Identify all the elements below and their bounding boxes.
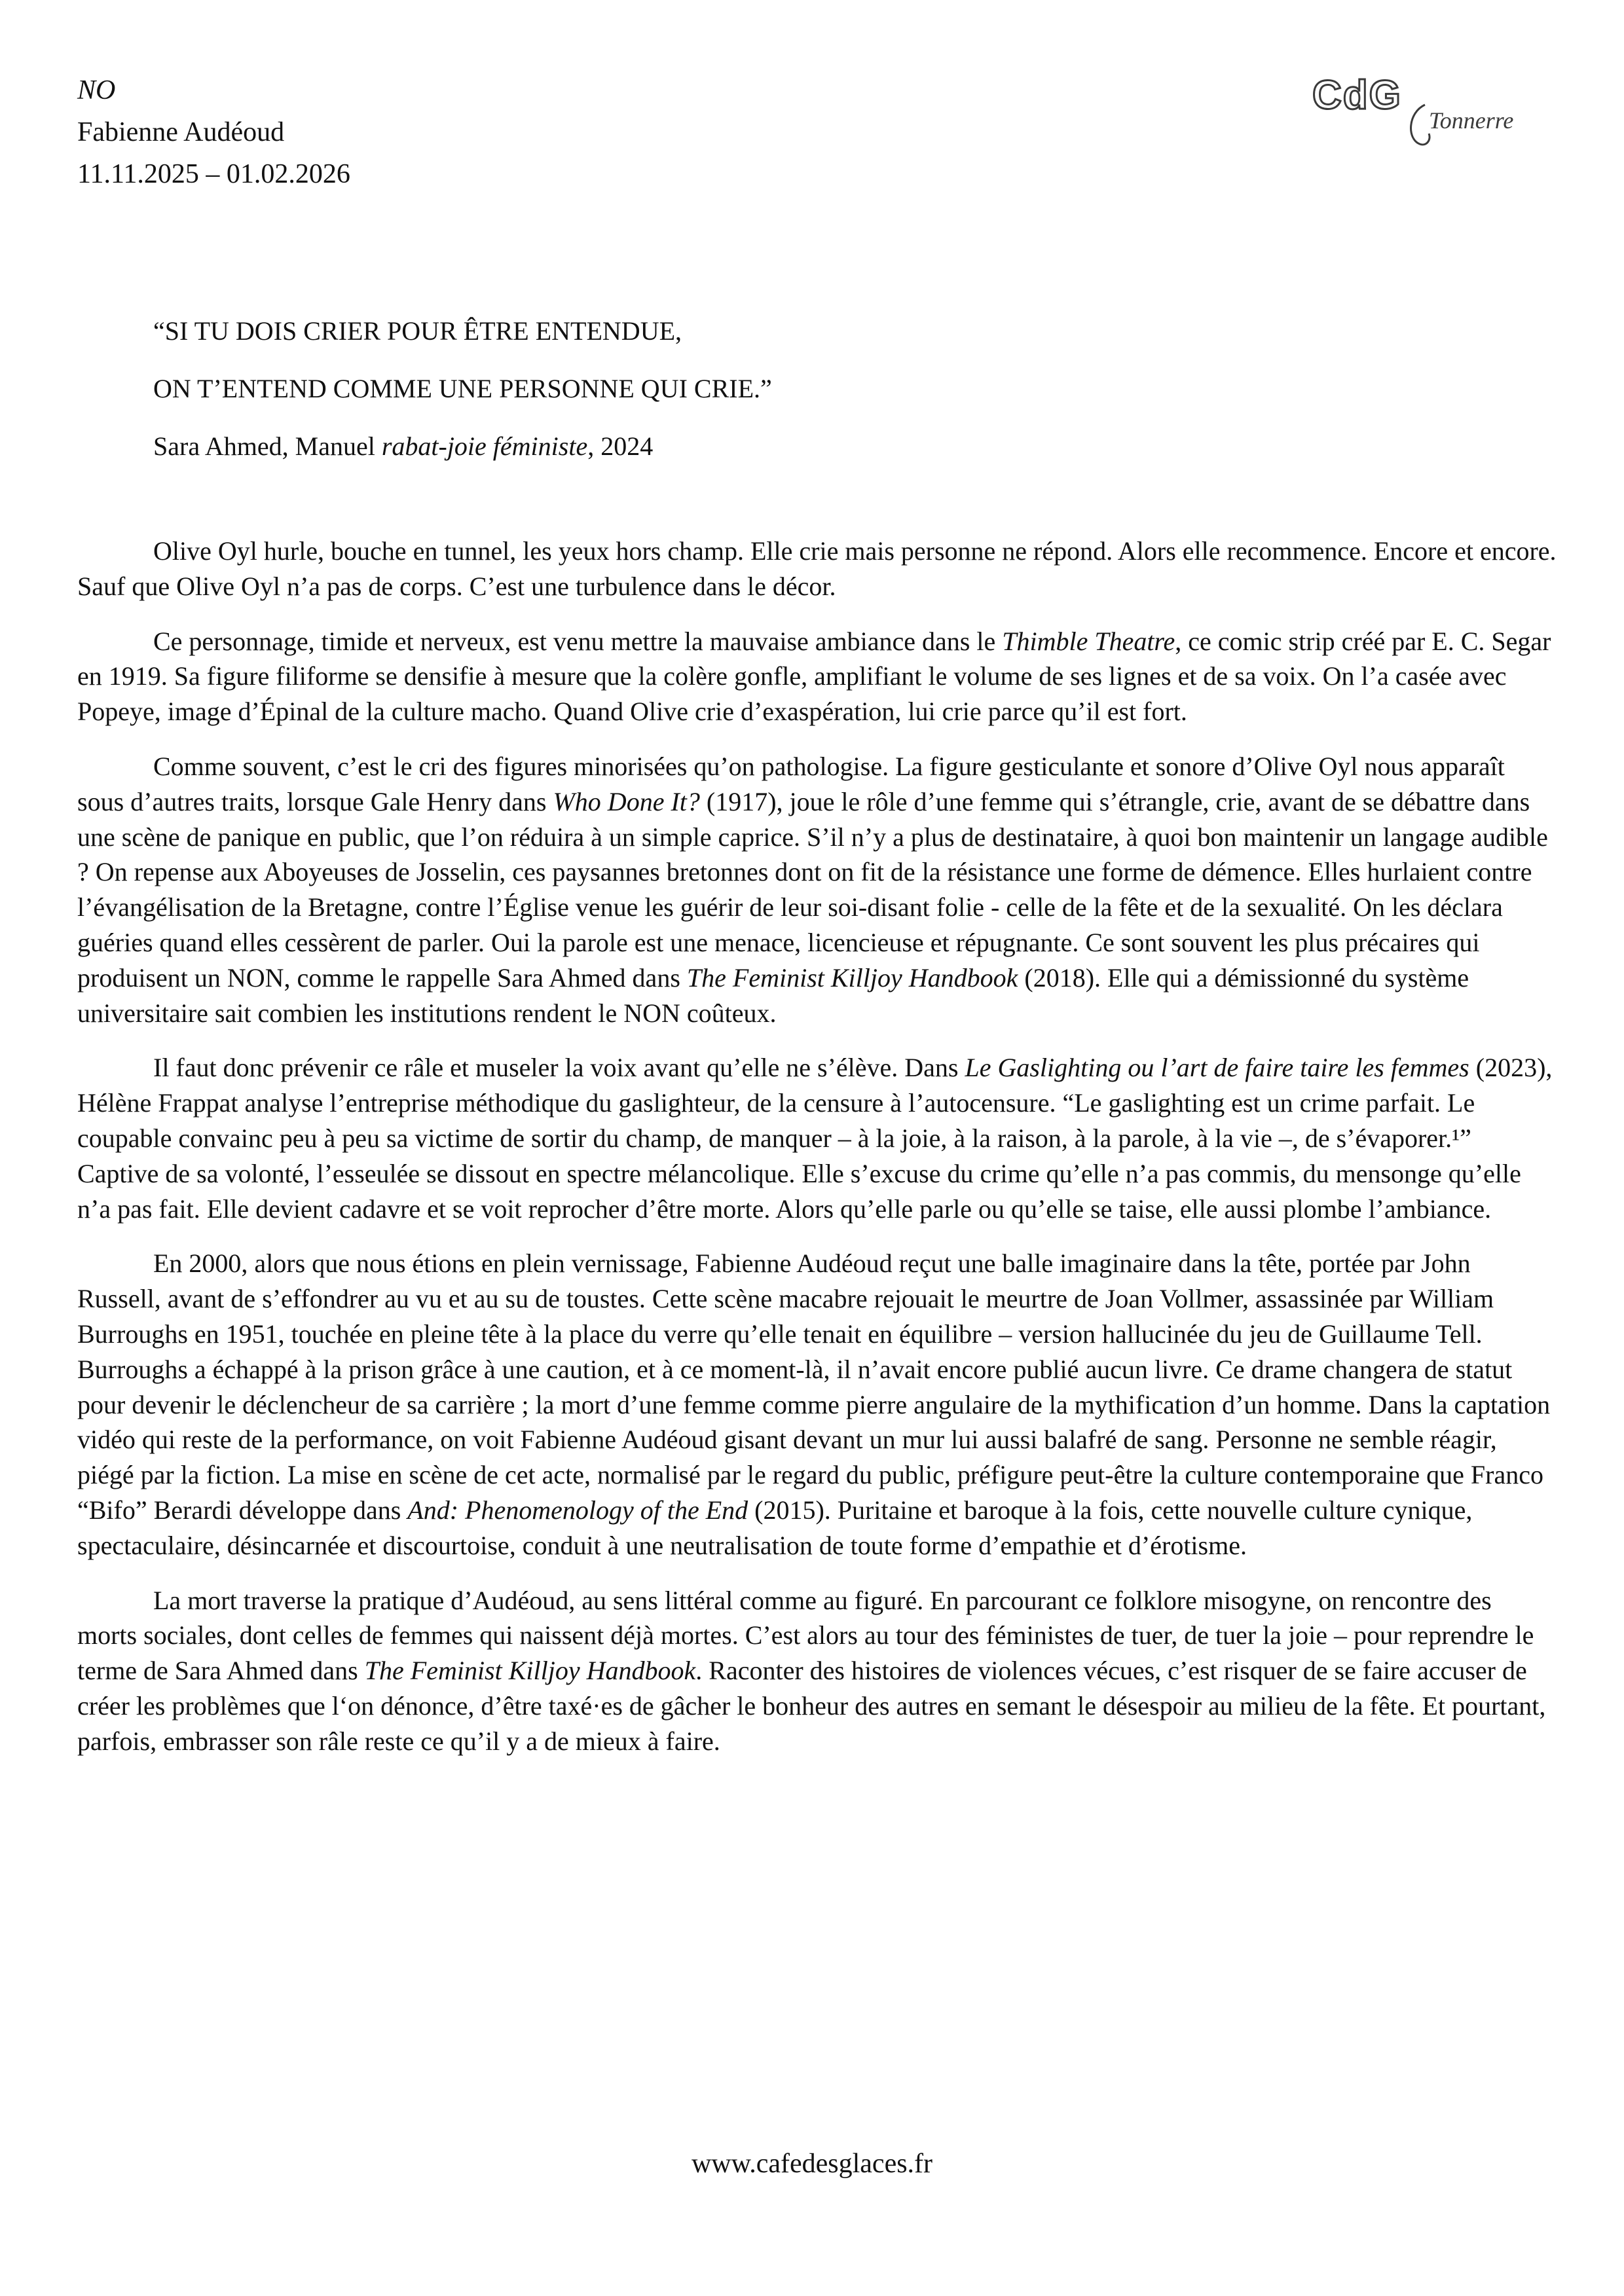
epigraph-source-author: Sara Ahmed, Manuel: [153, 431, 382, 461]
exhibition-title: NO: [77, 75, 116, 105]
exhibition-header: [77, 69, 350, 195]
paragraph-text: (2015). Puritaine et baroque à la fois, cette nouvelle culture cynique, spectaculaire, désincarnée et discourtoise, conduit à une neutralisation de toute forme d’empathie et d’érotisme.: [77, 1495, 1473, 1560]
exhibition-dates: 11.11.2025 – 01.02.2026: [77, 159, 350, 189]
artist-name: Fabienne Audéoud: [77, 117, 285, 147]
italic-title: The Feminist Killjoy Handbook: [686, 962, 1018, 993]
body-paragraph: [77, 534, 1557, 604]
paragraph-text: Ce personnage, timide et nerveux, est venu mettre la mauvaise ambiance dans le: [153, 626, 1003, 656]
paragraph-text: Olive Oyl hurle, bouche en tunnel, les yeux hors champ. Elle crie mais personne ne répond. Alors elle recommence. Encore et encore. Sauf que Olive Oyl n’a pas de corps. C’est une turbulence dans le décor.: [77, 536, 1557, 601]
body-paragraph: [77, 624, 1557, 729]
paragraph-text: (1917), joue le rôle d’une femme qui s’étrangle, crie, avant de se débattre dans une scène de panique en public, que l’on réduira à un simple caprice. S’il n’y a plus de destinataire, à quoi bon maintenir un langage audible ? On repense aux Aboyeuses de Josselin, ces paysannes bretonnes dont on fit de la résistance une forme de démence. Elles hurlaient contre l’évangélisation de la Bretagne, contre l’Église venue les guérir de leur soi-disant folie - celle de la fête et de la sexualité. On les déclara guéries quand elles cessèrent de parler. Oui la parole est une menace, licencieuse et répugnante. Ce sont souvent les plus précaires qui produisent un NON, comme le rappelle Sara Ahmed dans: [77, 786, 1548, 993]
logo-letters: CdG: [1312, 73, 1402, 118]
body-paragraph: [77, 1583, 1557, 1759]
epigraph-line-1: “SI TU DOIS CRIER POUR ÊTRE ENTENDUE,: [153, 316, 682, 346]
italic-title: Who Done It?: [553, 786, 700, 816]
paragraph-text: , ce comic strip créé par E. C. Segar en 1919. Sa figure filiforme se densifie à mesure que la colère gonfle, amplifiant le volume de ses lignes et de sa voix. On l’a casée avec Popeye, image d’Épinal de la culture macho. Quand Olive crie d’exaspération, lui crie parce qu’il est fort.: [77, 626, 1551, 727]
epigraph-source-year: , 2024: [587, 431, 654, 461]
epigraph-line-2: ON T’ENTEND COMME UNE PERSONNE QUI CRIE.”: [153, 374, 772, 403]
paragraph-text: La mort traverse la pratique d’Audéoud, au sens littéral comme au figuré. En parcourant ce folklore misogyne, on rencontre des morts sociales, dont celles de femmes qui naissent déjà mortes. C’est alors au tour des féministes de tuer, de tuer la joie – pour reprendre le terme de Sara Ahmed dans: [77, 1585, 1534, 1686]
paragraph-text: (2018). Elle qui a démissionné du système universitaire sait combien les institutions rendent le NON coûteux.: [77, 962, 1469, 1028]
italic-title: The Feminist Killjoy Handbook: [364, 1656, 696, 1686]
cdg-tonnerre-logo: [1310, 73, 1532, 172]
body-paragraph: [77, 749, 1557, 1030]
italic-title: Le Gaslighting ou l’art de faire taire les femmes: [965, 1053, 1469, 1083]
paragraph-text: (2023), Hélène Frappat analyse l’entreprise méthodique du gaslighteur, de la censure à l’autocensure. “Le gaslighting est un crime parfait. Le coupable convainc peu à peu sa victime de sortir du champ, de manquer – à la joie, à la raison, à la parole, à la vie –, de s’évaporer.¹” Captive de sa volonté, l’esseulée se dissout en spectre mélancolique. Elle s’excuse du crime qu’elle n’a pas commis, du mensonge qu’elle n’a pas fait. Elle devient cadavre et se voit reprocher d’être morte. Alors qu’elle parle ou qu’elle se taise, elle aussi plombe l’ambiance.: [77, 1053, 1553, 1224]
paragraph-text: . Raconter des histoires de violences vécues, c’est risquer de se faire accuser de créer les problèmes que l‘on dénonce, d’être taxé·es de gâcher le bonheur des autres en semant le désespoir au milieu de la fête. Et pourtant, parfois, embrasser son râle reste ce qu’il y a de mieux à faire.: [77, 1656, 1546, 1756]
epigraph: [153, 302, 1528, 475]
italic-title: And: Phenomenology of the End: [407, 1495, 748, 1525]
paragraph-text: Comme souvent, c’est le cri des figures minorisées qu’on pathologise. La figure gesticulante et sonore d’Olive Oyl nous apparaît sous d’autres traits, lorsque Gale Henry dans: [77, 751, 1505, 816]
italic-title: Thimble Theatre: [1002, 626, 1175, 656]
epigraph-source-title: rabat-joie féministe: [381, 431, 588, 461]
paragraph-text: Il faut donc prévenir ce râle et museler la voix avant qu’elle ne s’élève. Dans: [153, 1053, 965, 1083]
body-paragraph: [77, 1246, 1557, 1563]
epigraph-source: [153, 418, 1528, 475]
logo-script: Tonnerre: [1429, 107, 1514, 134]
website-url: www.cafedesglaces.fr: [691, 2149, 933, 2179]
paragraph-text: En 2000, alors que nous étions en plein vernissage, Fabienne Audéoud reçut une balle imaginaire dans la tête, portée par John Russell, avant de s’effondrer au vu et au su de toustes. Cette scène macabre rejouait le meurtre de Joan Vollmer, assassinée par William Burroughs en 1951, touchée en pleine tête à la place du verre qu’elle tenait en équilibre – version hallucinée du jeu de Guillaume Tell. Burroughs a échappé à la prison grâce à une caution, et à ce moment-là, il n’avait encore publié aucun livre. Ce drame changera de statut pour devenir le déclencheur de sa carrière ; la mort d’une femme comme pierre angulaire de la mythification d’un homme. Dans la captation vidéo qui reste de la performance, on voit Fabienne Audéoud gisant devant un mur lui aussi balafré de sang. Personne ne semble réagir, piégé par la fiction. La mise en scène de cet acte, normalisé par le regard du public, préfigure peut-être la culture contemporaine que Franco “Bifo” Berardi développe dans: [77, 1248, 1551, 1525]
body-text: [77, 534, 1557, 1779]
body-paragraph: [77, 1050, 1557, 1226]
